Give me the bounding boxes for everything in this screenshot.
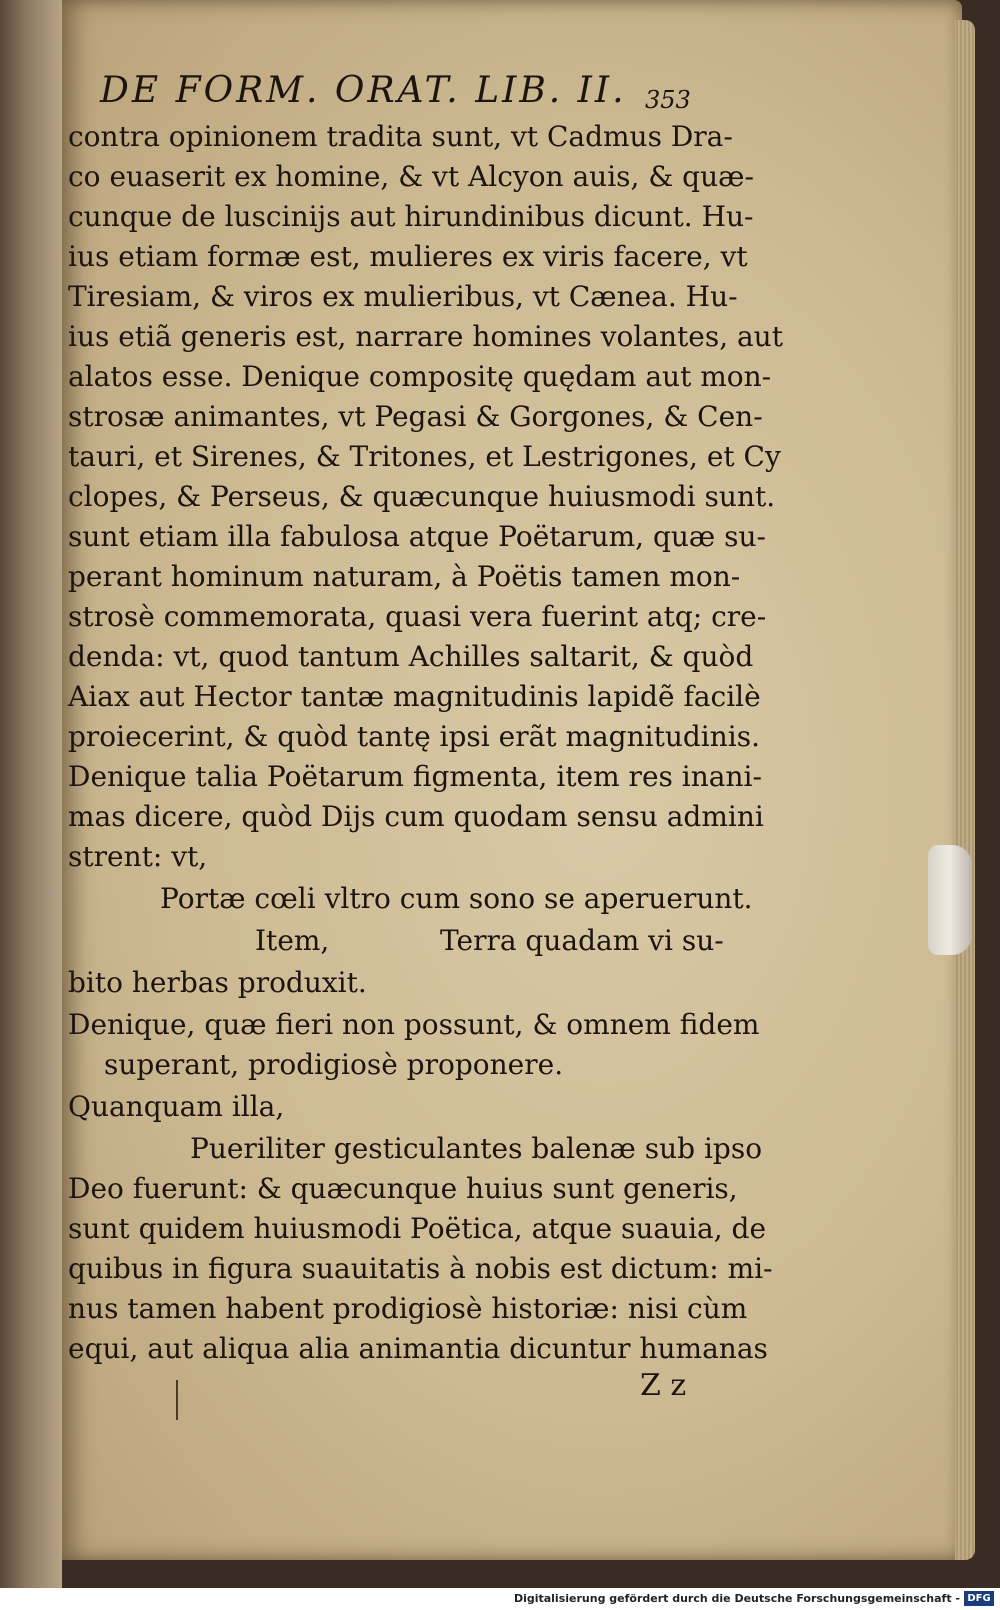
text-line: Aiax aut Hector tantæ magnitudinis lapidẽ facilè	[68, 680, 761, 713]
text-line: cunque de luscinijs aut hirundinibus dicunt. Hu-	[68, 200, 754, 233]
text-line: ius etiam formæ est, mulieres ex viris facere, vt	[68, 240, 748, 273]
text-line: equi, aut aliqua alia animantia dicuntur humanas	[68, 1332, 768, 1365]
text-line: co euaserit ex homine, & vt Alcyon auis, & quæ-	[68, 160, 754, 193]
text-line: Denique talia Poëtarum figmenta, item res inani-	[68, 760, 762, 793]
verse-line: Pueriliter gesticulantes balenæ sub ipso	[190, 1132, 763, 1165]
text-line: Quanquam illa,	[68, 1090, 285, 1123]
text-line: quibus in figura suauitatis à nobis est dictum: mi-	[68, 1252, 773, 1285]
book-clip	[928, 845, 972, 955]
text-line: Tiresiam, & viros ex mulieribus, vt Cænea. Hu-	[68, 280, 738, 313]
text-line: mas dicere, quòd Dijs cum quodam sensu admini	[68, 800, 764, 833]
text-line: Deo fuerunt: & quæcunque huius sunt generis,	[68, 1172, 738, 1205]
text-line: Item,	[255, 924, 330, 957]
verse-line: bito herbas produxit.	[68, 966, 367, 999]
text-line: superant, prodigiosè proponere.	[104, 1048, 564, 1081]
footer-bar	[0, 1588, 1000, 1610]
text-line: nus tamen habent prodigiosè historiæ: nisi cùm	[68, 1292, 748, 1325]
text-line: ius etiã generis est, narrare homines volantes, aut	[68, 320, 783, 353]
text-line: alatos esse. Denique compositę quędam aut mon-	[68, 360, 772, 393]
page-block-edges	[955, 20, 975, 1560]
dfg-logo-icon: DFG	[964, 1591, 994, 1606]
text-line: sunt quidem huiusmodi Poëtica, atque suauia, de	[68, 1212, 767, 1245]
text-line: perant hominum naturam, à Poëtis tamen mon-	[68, 560, 741, 593]
signature-mark: Z z	[640, 1368, 687, 1403]
folio-number: 353	[645, 86, 691, 114]
text-line: strosæ animantes, vt Pegasi & Gorgones, & Cen-	[68, 400, 763, 433]
text-line: contra opinionem tradita sunt, vt Cadmus Dra-	[68, 120, 733, 153]
text-line: strosè commemorata, quasi vera fuerint atq; cre-	[68, 600, 767, 633]
text-line: clopes, & Perseus, & quæcunque huiusmodi sunt.	[68, 480, 776, 513]
text-line: proiecerint, & quòd tantę ipsi erãt magnitudinis.	[68, 720, 761, 753]
running-header	[100, 70, 720, 114]
facing-page-edge	[0, 0, 62, 1588]
text-line: sunt etiam illa fabulosa atque Poëtarum, quæ su-	[68, 520, 767, 553]
ink-mark	[176, 1380, 178, 1420]
funding-credit: Digitalisierung gefördert durch die Deutsche Forschungsgemeinschaft -	[513, 1592, 960, 1605]
text-line: denda: vt, quod tantum Achilles saltarit, & quòd	[68, 640, 754, 673]
running-title: DE FORM. ORAT. LIB. II.	[100, 70, 627, 111]
verse-line: Portæ cœli vltro cum sono se aperuerunt.	[160, 882, 753, 915]
text-line: strent: vt,	[68, 840, 208, 873]
text-line: tauri, et Sirenes, & Tritones, et Lestrigones, et Cy	[68, 440, 781, 473]
text-line: Denique, quæ fieri non possunt, & omnem fidem	[68, 1008, 760, 1041]
verse-line: Terra quadam vi su-	[440, 924, 724, 957]
